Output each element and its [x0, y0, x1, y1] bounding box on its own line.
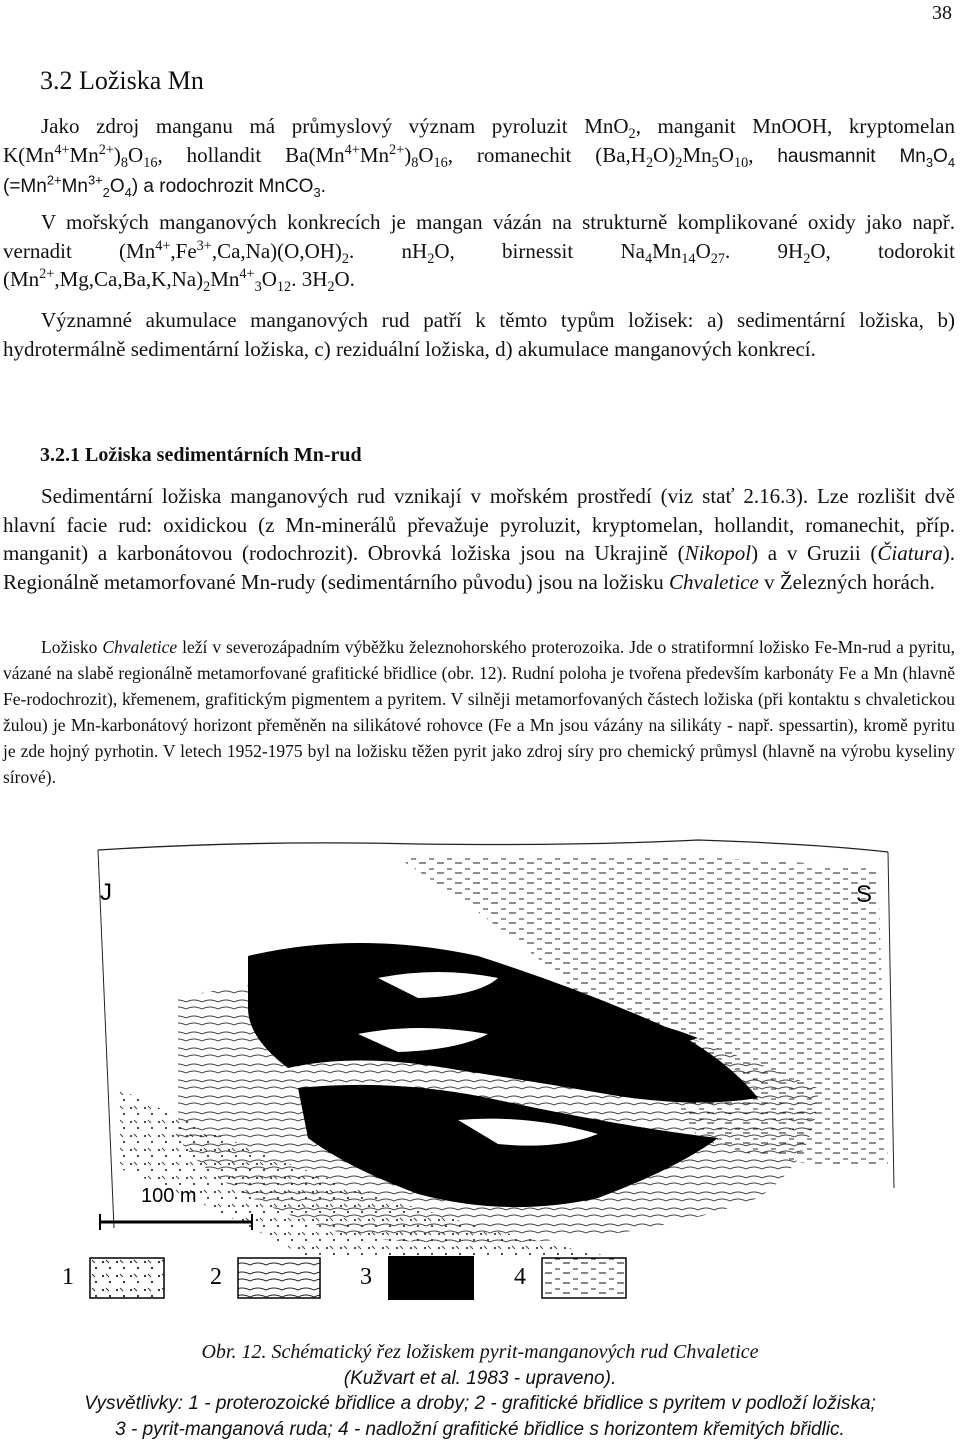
- page-number: 38: [932, 2, 952, 24]
- paragraph-chvaletice: Ložisko Chvaletice leží v severozápadním výběžku železnohorského proterozoika. Jde o stratiformní ložisko Fe-Mn-rud a pyritu, vázané na slabě regionálně metamorfované grafitické břidlice (obr. 12). Rudní poloha je tvořena především karbonáty Fe a Mn (hlavně Fe-rodochrozit), křemenem, grafitickým pigmentem a pyritem. V silněji metamorfovaných částech ložiska (při kontaktu s chvaletickou žulou) je Mn-karbonátový horizont přeměněn na silikátové rohovce (Fe a Mn jsou vázány na silikáty - např. spessartin), kromě pyritu je zde hojný pyrhotin. V letech 1952-1975 byl na ložisku těžen pyrit jako zdroj síry pro chemický průmysl (hlavně na výrobu kyseliny sírové).: [3, 637, 955, 787]
- paragraph-sedimentary-deposits: Sedimentární ložiska manganových rud vznikají v mořském prostředí (viz stať 2.16.3). Lze rozlišit dvě hlavní facie rud: oxidickou (z Mn-minerálů převažuje pyroluzit, kryptomelan, hollandit, romanechit, příp. manganit) a karbonátovou (rodochrozit). Obrovká ložiska jsou na Ukrajině (Nikopol) a v Gruzii (Čiatura). Regionálně metamorfované Mn-rudy (sedimentárního původu) jsou na ložisku Chvaletice v Železných horách.: [3, 484, 955, 594]
- paragraph-mn-minerals: Jako zdroj manganu má průmyslový význam pyroluzit MnO$_2$, manganit MnOOH, kryptomelan $K(Mn^{4+}Mn^{2+})_8O_{16}$, hollandit $Ba(Mn^{4+}Mn^{2+})_8O_{16}$, romanechit $(Ba,H_2O)_2Mn_5O_{10}$, hausmannit $Mn_3O_4$ $(=Mn^{2+}Mn^{3+}_2O_4)$ a rodochrozit MnCO$_3$.: [3, 114, 956, 200]
- scale-bar-label: 100 m: [141, 1185, 197, 1207]
- legend-swatch-4: [542, 1258, 626, 1298]
- legend-swatch-3: [388, 1256, 474, 1300]
- orientation-label-south: J: [100, 879, 112, 906]
- paragraph-concretions: V mořských manganových konkrecích je mangan vázán na strukturně komplikované oxidy jako např. vernadit $(Mn^{4+},Fe^{3+},Ca,Na)(O,OH)_2$. $nH_2O$, birnessit $Na_4Mn_{14}O_{27}$. $9H_2O$, todorokit $(Mn^{2+},Mg,Ca,Ba,K,Na)_2Mn^{4+}_3O_{12}$. $3H_2O$.: [3, 210, 955, 296]
- section-heading: 3.2 Ložiska Mn: [40, 66, 204, 95]
- geological-cross-section-figure: [58, 838, 938, 1318]
- legend-label-1: 1: [62, 1264, 74, 1290]
- caption-title: Obr. 12. Schématický řez ložiskem pyrit-manganových rud Chvaletice: [201, 1341, 759, 1363]
- orientation-label-north: S: [856, 881, 873, 908]
- legend-swatch-1: [90, 1258, 164, 1298]
- subsection-heading: 3.2.1 Ložiska sedimentárních Mn-rud: [40, 444, 362, 466]
- legend-label-3: 3: [360, 1264, 372, 1290]
- figure-caption: [0, 1340, 960, 1442]
- legend-label-4: 4: [514, 1264, 526, 1290]
- legend-swatch-2: [238, 1258, 320, 1298]
- caption-legend-line-1: Vysvětlivky: 1 - proterozoické břidlice a droby; 2 - grafitické břidlice s pyritem v podloží ložiska;: [84, 1393, 876, 1414]
- caption-legend-line-2: 3 - pyrit-manganová ruda; 4 - nadložní grafitické břidlice s horizontem křemitých břidlic.: [115, 1418, 845, 1440]
- paragraph-accumulations: Významné akumulace manganových rud patří k těmto typům ložisek: a) sedimentární ložiska, b) hydrotermálně sedimentární ložiska, c) reziduální ložiska, d) akumulace manganových konkrecí.: [3, 308, 955, 361]
- caption-source: (Kužvart et al. 1983 - upraveno).: [343, 1367, 617, 1389]
- legend-label-2: 2: [210, 1264, 222, 1290]
- cross-section-drawing: [58, 838, 938, 1318]
